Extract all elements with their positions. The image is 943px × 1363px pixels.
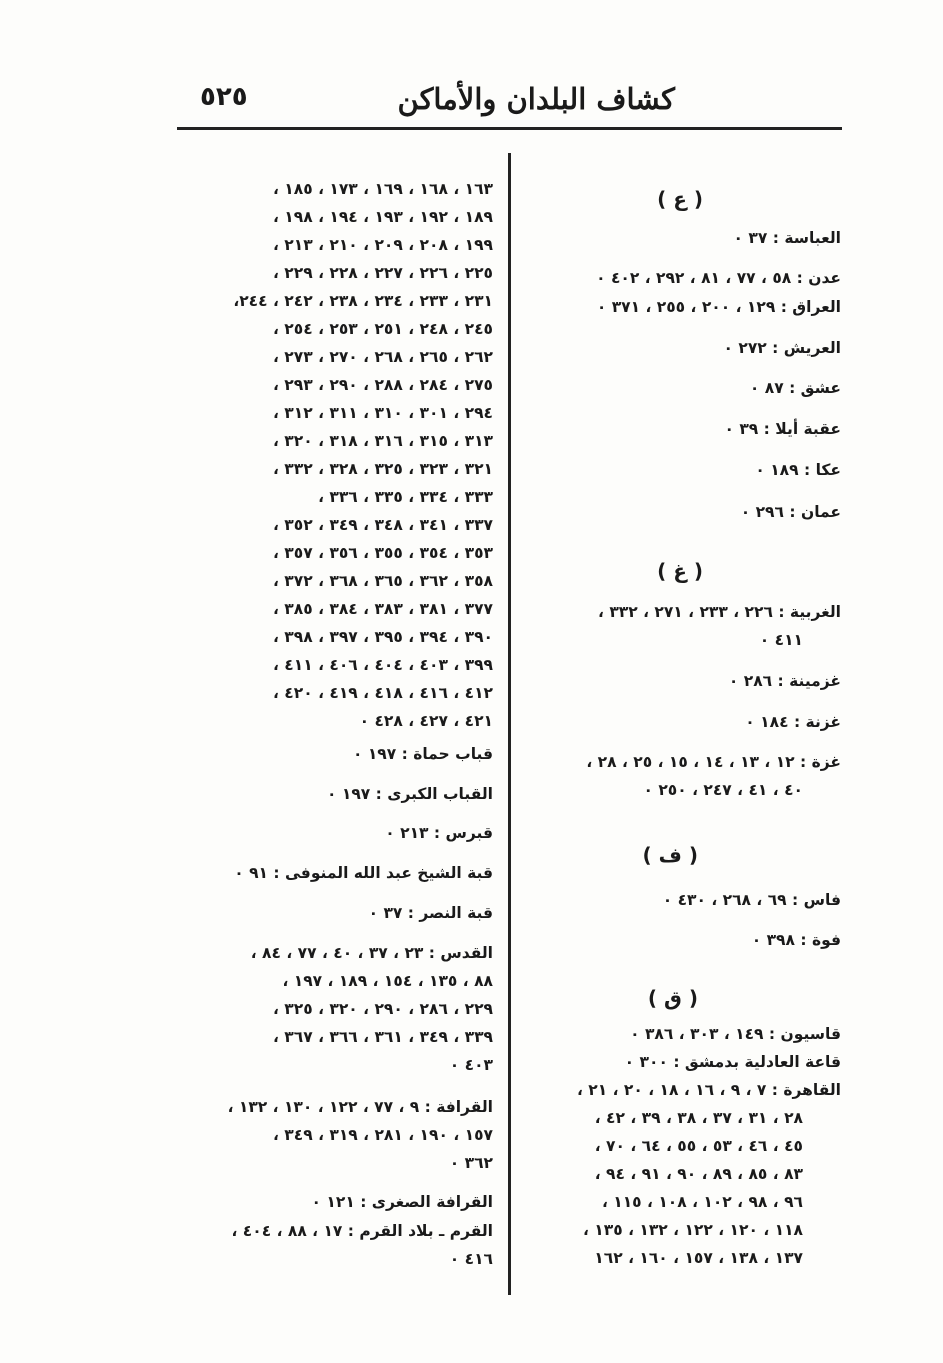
- index-line: العراق : ١٢٩ ، ٢٠٠ ، ٢٥٥ ، ٣٧١ ٠: [596, 298, 841, 316]
- index-line: قاعة العادلية بدمشق : ٣٠٠ ٠: [624, 1053, 841, 1071]
- index-line: قباب حماة : ١٩٧ ٠: [352, 745, 493, 763]
- index-line: فاس : ٦٩ ، ٢٦٨ ، ٤٣٠ ٠: [662, 891, 841, 909]
- index-line: عشق : ٨٧ ٠: [749, 379, 841, 397]
- index-line: العباسة : ٣٧ ٠: [733, 229, 841, 247]
- index-line: عمان : ٢٩٦ ٠: [740, 503, 841, 521]
- index-line: ٢٨ ، ٣١ ، ٣٧ ، ٣٨ ، ٣٩ ، ٤٢ ،: [594, 1109, 803, 1127]
- header-rule: [177, 127, 842, 130]
- index-line: ١٩٩ ، ٢٠٨ ، ٢٠٩ ، ٢١٠ ، ٢١٣ ،: [273, 236, 493, 254]
- index-line: قبة النصر : ٣٧ ٠: [368, 904, 493, 922]
- index-line: ٣٥٨ ، ٣٦٢ ، ٣٦٥ ، ٣٦٨ ، ٣٧٢ ،: [273, 572, 493, 590]
- index-line: الغربية : ٢٢٦ ، ٢٣٣ ، ٢٧١ ، ٣٣٢ ،: [598, 603, 841, 621]
- index-line: العريش : ٢٧٢ ٠: [723, 339, 841, 357]
- index-line: ٣٥٣ ، ٣٥٤ ، ٣٥٥ ، ٣٥٦ ، ٣٥٧ ،: [273, 544, 493, 562]
- index-line: ٣٣٧ ، ٣٤١ ، ٣٤٨ ، ٣٤٩ ، ٣٥٢ ،: [273, 516, 493, 534]
- index-line: القاهرة : ٧ ، ٩ ، ١٦ ، ١٨ ، ٢٠ ، ٢١ ،: [577, 1081, 841, 1099]
- index-line: قبة الشيخ عبد الله المنوفى : ٩١ ٠: [234, 864, 493, 882]
- column-divider: [508, 153, 511, 1295]
- index-line: القرافة : ٩ ، ٧٧ ، ١٢٢ ، ١٣٠ ، ١٣٢ ،: [227, 1098, 493, 1116]
- index-line: ٨٨ ، ١٣٥ ، ١٥٤ ، ١٨٩ ، ١٩٧ ،: [282, 972, 493, 990]
- index-line: ٨٣ ، ٨٥ ، ٨٩ ، ٩٠ ، ٩١ ، ٩٤ ،: [594, 1165, 803, 1183]
- index-line: ٣٣٩ ، ٣٤٩ ، ٣٦١ ، ٣٦٦ ، ٣٦٧ ،: [273, 1028, 493, 1046]
- index-line: ٢٣١ ، ٢٣٣ ، ٢٣٤ ، ٢٣٨ ، ٢٤٢ ، ٢٤٤،: [233, 292, 493, 310]
- index-line: ٣١٣ ، ٣١٥ ، ٣١٦ ، ٣١٨ ، ٣٢٠ ،: [273, 432, 493, 450]
- index-line: ٢٢٩ ، ٢٨٦ ، ٢٩٠ ، ٣٢٠ ، ٣٢٥ ،: [273, 1000, 493, 1018]
- index-line: ١٨٩ ، ١٩٢ ، ١٩٣ ، ١٩٤ ، ١٩٨ ،: [273, 208, 493, 226]
- page-title: كشاف البلدان والأماكن: [397, 82, 675, 116]
- index-line: ٤٠ ، ٤١ ، ٢٤٧ ، ٢٥٠ ٠: [643, 781, 803, 799]
- index-line: قاسيون : ١٤٩ ، ٣٠٣ ، ٣٨٦ ٠: [630, 1025, 841, 1043]
- index-line: غزنة : ١٨٤ ٠: [745, 713, 841, 731]
- page-number: ٥٢٥: [200, 82, 248, 112]
- index-line: ٤٢١ ، ٤٢٧ ، ٤٢٨ ٠: [359, 712, 493, 730]
- index-line: غزمينة : ٢٨٦ ٠: [728, 672, 841, 690]
- index-line: ٤١١ ٠: [759, 631, 803, 649]
- index-line: ١١٨ ، ١٢٠ ، ١٢٢ ، ١٣٢ ، ١٣٥ ،: [583, 1221, 803, 1239]
- section-heading: ( ع ): [657, 187, 703, 211]
- index-line: القرافة الصغرى : ١٢١ ٠: [311, 1193, 493, 1211]
- index-line: ٤١٢ ، ٤١٦ ، ٤١٨ ، ٤١٩ ، ٤٢٠ ،: [273, 684, 493, 702]
- index-line: ٢٦٢ ، ٢٦٥ ، ٢٦٨ ، ٢٧٠ ، ٢٧٣ ،: [273, 348, 493, 366]
- index-line: ٣٩٩ ، ٤٠٣ ، ٤٠٤ ، ٤٠٦ ، ٤١١ ،: [273, 656, 493, 674]
- index-line: ١٣٧ ، ١٣٨ ، ١٥٧ ، ١٦٠ ، ١٦٢: [594, 1249, 803, 1267]
- index-line: ٢٧٥ ، ٢٨٤ ، ٢٨٨ ، ٢٩٠ ، ٢٩٣ ،: [273, 376, 493, 394]
- index-line: عكا : ١٨٩ ٠: [755, 461, 841, 479]
- index-line: فوة : ٣٩٨ ٠: [751, 931, 841, 949]
- index-line: ١٥٧ ، ١٩٠ ، ٢٨١ ، ٣١٩ ، ٣٤٩ ،: [273, 1126, 493, 1144]
- index-line: عقبة أيلا : ٣٩ ٠: [724, 420, 841, 438]
- index-line: عدن : ٥٨ ، ٧٧ ، ٨١ ، ٢٩٢ ، ٤٠٢ ٠: [596, 269, 841, 287]
- section-heading: ( غ ): [657, 559, 703, 583]
- index-line: ٣٣٣ ، ٣٣٤ ، ٣٣٥ ، ٣٣٦ ،: [318, 488, 493, 506]
- index-line: ٣٢١ ، ٣٢٣ ، ٣٢٥ ، ٣٢٨ ، ٣٣٢ ،: [273, 460, 493, 478]
- index-line: القباب الكبرى : ١٩٧ ٠: [327, 785, 493, 803]
- index-line: ٢٩٤ ، ٣٠١ ، ٣١٠ ، ٣١١ ، ٣١٢ ،: [273, 404, 493, 422]
- index-line: قبرس : ٢١٣ ٠: [385, 824, 493, 842]
- index-line: ٣٩٠ ، ٣٩٤ ، ٣٩٥ ، ٣٩٧ ، ٣٩٨ ،: [273, 628, 493, 646]
- index-line: القدس : ٢٣ ، ٣٧ ، ٤٠ ، ٧٧ ، ٨٤ ،: [250, 944, 493, 962]
- index-line: ٢٢٥ ، ٢٢٦ ، ٢٢٧ ، ٢٢٨ ، ٢٢٩ ،: [273, 264, 493, 282]
- section-heading: ( ق ): [647, 986, 698, 1010]
- index-line: غزة : ١٢ ، ١٣ ، ١٤ ، ١٥ ، ٢٥ ، ٢٨ ،: [586, 753, 841, 771]
- index-line: ٤١٦ ٠: [449, 1250, 493, 1268]
- index-line: ٤٥ ، ٤٦ ، ٥٣ ، ٥٥ ، ٦٤ ، ٧٠ ،: [594, 1137, 803, 1155]
- index-line: ٣٦٢ ٠: [449, 1154, 493, 1172]
- index-line: القرم ـ بلاد القرم : ١٧ ، ٨٨ ، ٤٠٤ ،: [231, 1222, 493, 1240]
- index-line: ١٦٣ ، ١٦٨ ، ١٦٩ ، ١٧٣ ، ١٨٥ ،: [273, 180, 493, 198]
- index-line: ٢٤٥ ، ٢٤٨ ، ٢٥١ ، ٢٥٣ ، ٢٥٤ ،: [273, 320, 493, 338]
- section-heading: ( ف ): [642, 843, 698, 867]
- index-line: ٤٠٣ ٠: [449, 1056, 493, 1074]
- index-line: ٩٦ ، ٩٨ ، ١٠٢ ، ١٠٨ ، ١١٥ ،: [601, 1193, 803, 1211]
- index-line: ٣٧٧ ، ٣٨١ ، ٣٨٣ ، ٣٨٤ ، ٣٨٥ ،: [273, 600, 493, 618]
